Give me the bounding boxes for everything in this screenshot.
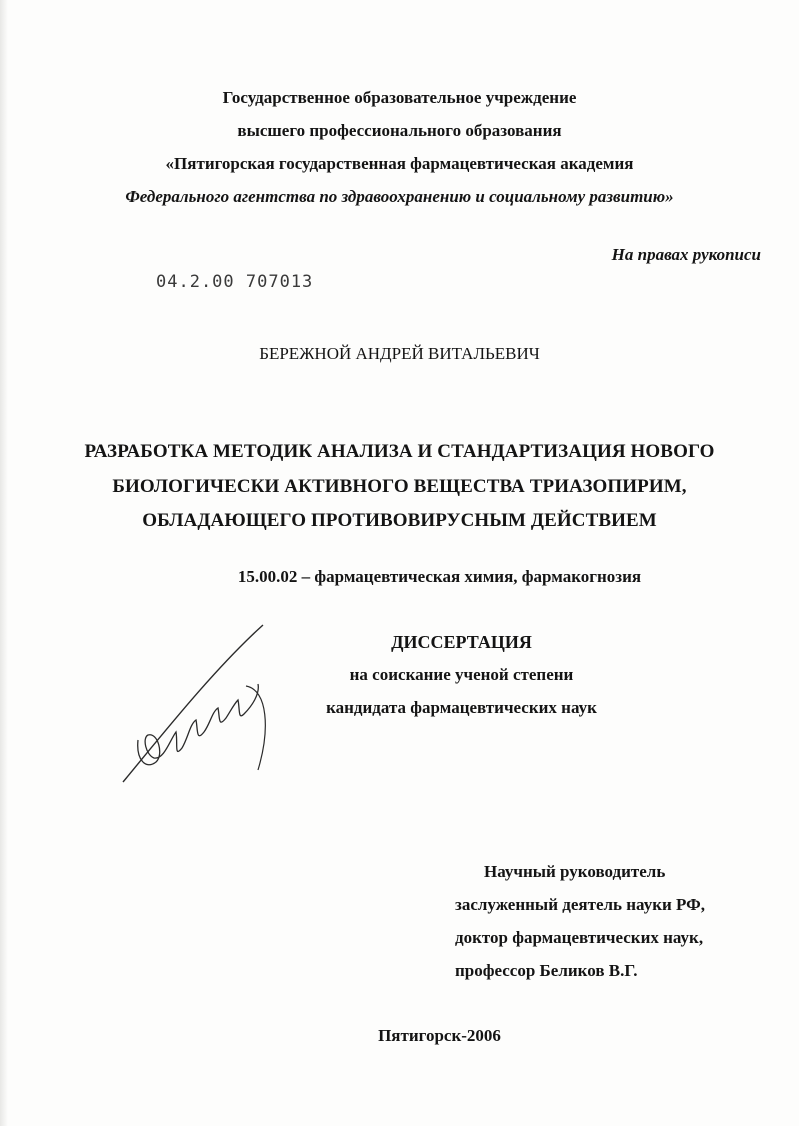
degree-line-2: кандидата фармацевтических наук [326, 698, 597, 717]
institution-line-3: «Пятигорская государственная фармацевтическая академия [165, 154, 634, 173]
supervisor-heading: Научный руководитель [484, 862, 666, 881]
title-line-1: РАЗРАБОТКА МЕТОДИК АНАЛИЗА И СТАНДАРТИЗАЦИЯ НОВОГО [84, 441, 715, 462]
city-year: Пятигорск-2006 [378, 1026, 501, 1045]
title-line-3: ОБЛАДАЮЩЕГО ПРОТИВОВИРУСНЫМ ДЕЙСТВИЕМ [142, 510, 657, 531]
supervisor-line-1: заслуженный деятель науки РФ, [455, 895, 705, 914]
registration-stamp-number: 04.2.00 707013 [156, 272, 314, 292]
degree-type: ДИССЕРТАЦИЯ [391, 632, 532, 652]
supervisor-line-3: профессор Беликов В.Г. [455, 961, 638, 980]
specialty-code: 15.00.02 – фармацевтическая химия, фармакогнозия [237, 567, 642, 586]
institution-line-2: высшего профессионального образования [237, 121, 562, 140]
institution-line-4: Федерального агентства по здравоохранению и социальному развитию» [125, 187, 674, 206]
manuscript-note: На правах рукописи [611, 245, 761, 264]
degree-line-1: на соискание ученой степени [349, 665, 574, 684]
title-line-2: БИОЛОГИЧЕСКИ АКТИВНОГО ВЕЩЕСТВА ТРИАЗОПИРИМ, [112, 476, 687, 497]
author-signature [118, 620, 278, 790]
author-name: БЕРЕЖНОЙ АНДРЕЙ ВИТАЛЬЕВИЧ [259, 344, 540, 363]
supervisor-line-2: доктор фармацевтических наук, [455, 928, 704, 947]
institution-line-1: Государственное образовательное учреждение [222, 88, 577, 107]
